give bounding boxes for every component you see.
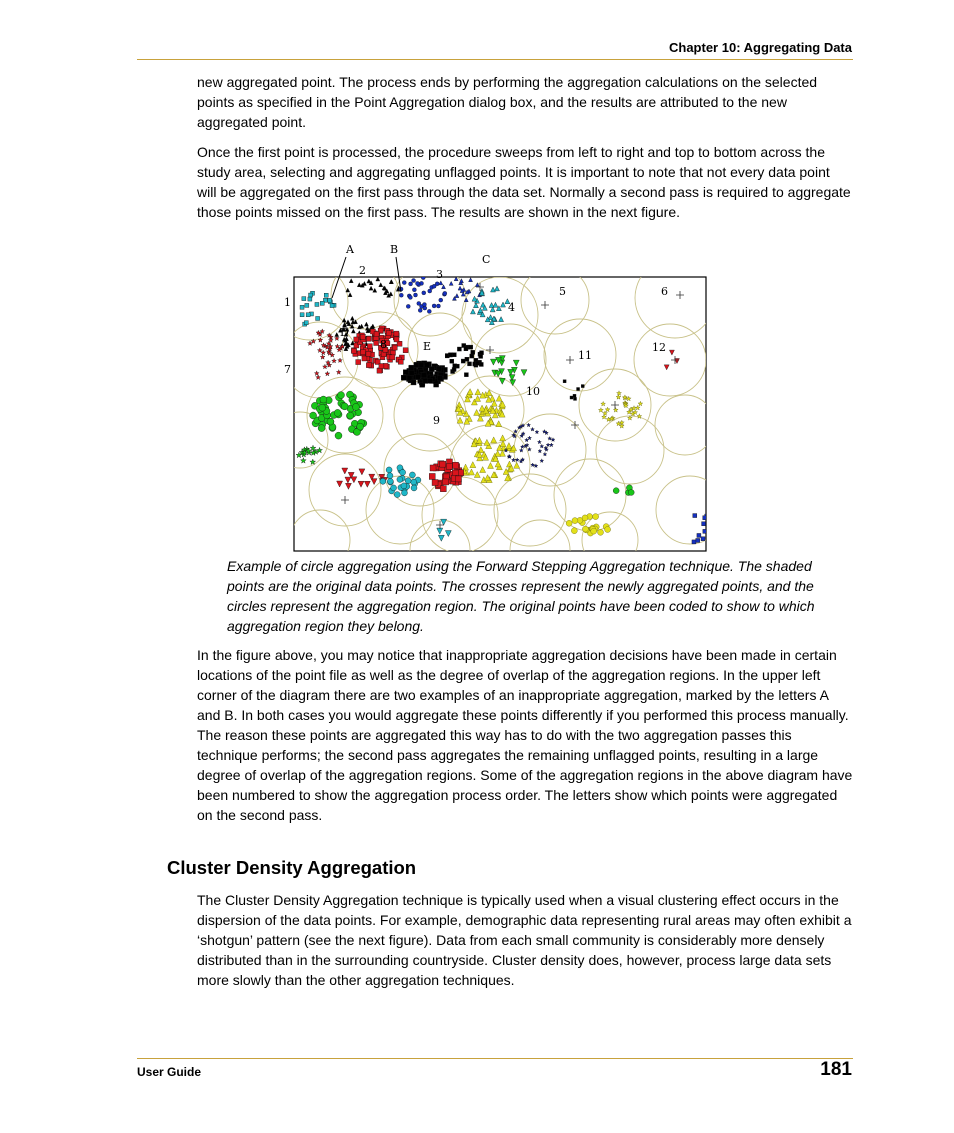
header-divider	[137, 59, 853, 60]
data-point	[697, 533, 701, 537]
data-point	[309, 293, 313, 297]
data-point	[401, 375, 406, 380]
data-point	[413, 293, 417, 297]
data-point	[446, 463, 452, 469]
body-paragraph-3: In the figure above, you may notice that inappropriate aggregation decisions have been made in certain locations of the point file as well as the degree of overlap of the aggregation regions. In the upper left corner of the diagram there are two examples of an inappropriate aggregation, marked by the letters A and B. In both cases you would aggregate these points differently if you performed this process manually. The reason these points are aggregated this way has to do with the two aggregation passes this technique performs; the second pass aggregates the remaining unflagged points, resulting in a large degree of overlap of the aggregation regions. Some of the aggregation regions in the above diagram have been numbered to show the aggregation process order. The letters show which points were aggregated on the second pass.	[197, 647, 853, 823]
data-point	[422, 373, 427, 378]
data-point	[423, 378, 428, 383]
data-point	[428, 289, 432, 293]
data-point	[406, 304, 410, 308]
data-point	[566, 520, 572, 526]
data-point	[338, 392, 345, 399]
data-point	[581, 385, 584, 388]
data-point	[386, 467, 392, 473]
data-point	[415, 374, 420, 379]
data-point	[429, 367, 434, 372]
data-point	[418, 362, 423, 367]
data-point	[401, 490, 407, 496]
data-point	[409, 366, 414, 371]
data-point	[300, 305, 304, 309]
data-point	[380, 478, 386, 484]
data-point	[361, 350, 366, 355]
body-paragraph-1: new aggregated point. The process ends by performing the aggregation calculations on the selected points as specified in the Point Aggregation dialog box, and the results are attributed to the new aggregated point.	[197, 74, 818, 130]
data-point	[422, 303, 426, 307]
data-point	[409, 370, 414, 375]
data-point	[422, 291, 426, 295]
data-point	[480, 351, 484, 355]
body-paragraph-2: Once the first point is processed, the procedure sweeps from left to right and top to bottom across the study area, selecting and aggregating unflagged points. It is important to note that not every data point will be aggregated on the first pass through the data set. Normally a second pass is required to aggregate those points missed on the first pass. The results are shown in the next figure.	[197, 144, 851, 220]
data-point	[367, 344, 372, 349]
data-point	[352, 403, 359, 410]
data-point	[304, 321, 308, 325]
data-point	[300, 313, 304, 317]
data-point	[412, 288, 416, 292]
data-point	[563, 380, 566, 383]
data-point	[432, 480, 438, 486]
data-point	[457, 347, 461, 351]
aggregation-figure	[280, 240, 710, 555]
data-point	[392, 345, 397, 350]
region-number-2: 2	[359, 264, 366, 277]
data-point	[479, 362, 483, 366]
data-point	[401, 483, 407, 489]
data-point	[409, 282, 413, 286]
region-number-1: 1	[284, 296, 291, 309]
data-point	[437, 376, 442, 381]
data-point	[316, 316, 320, 320]
data-point	[572, 518, 578, 524]
data-point	[701, 537, 705, 541]
letter-d: D	[340, 326, 349, 339]
page-number: 181	[820, 1059, 852, 1080]
data-point	[469, 345, 473, 349]
data-point	[453, 364, 457, 368]
data-point	[696, 538, 700, 542]
data-point	[432, 304, 436, 308]
data-point	[582, 526, 588, 532]
data-point	[324, 293, 328, 297]
data-point	[468, 362, 472, 366]
data-point	[470, 354, 474, 358]
data-point	[351, 348, 356, 353]
data-point	[582, 515, 588, 521]
data-point	[605, 526, 611, 532]
data-point	[318, 425, 325, 432]
data-point	[402, 281, 406, 285]
data-point	[598, 529, 604, 535]
region-number-4: 4	[508, 301, 515, 314]
data-point	[379, 364, 384, 369]
data-point	[573, 394, 576, 397]
data-point	[591, 528, 597, 534]
data-point	[399, 293, 403, 297]
data-point	[398, 359, 403, 364]
data-point	[453, 462, 459, 468]
region-number-12: 12	[652, 341, 666, 354]
data-point	[411, 380, 416, 385]
data-point	[374, 341, 379, 346]
section-heading: Cluster Density Aggregation	[167, 857, 417, 878]
data-point	[411, 479, 417, 485]
data-point	[412, 279, 416, 283]
data-point	[310, 412, 317, 419]
data-point	[452, 470, 458, 476]
data-point	[471, 350, 475, 354]
data-point	[362, 356, 367, 361]
data-point	[356, 360, 361, 365]
data-point	[387, 478, 393, 484]
data-point	[464, 347, 468, 351]
letter-b: B	[390, 243, 399, 256]
data-point	[397, 476, 403, 482]
region-number-6: 6	[661, 285, 668, 298]
data-point	[305, 303, 309, 307]
body-paragraph-4: The Cluster Density Aggregation technique is typically used when a visual clustering effect occurs in the dispersion of the data points. For example, demographic data representing rural areas may often exhibit a ‘shotgun’ pattern (see the next figure). Data from each small community is considerably more densely distributed than in the surrounding countryside. Cluster density does, however, process large data sets more slowly than the other aggregation techniques.	[197, 892, 852, 988]
data-point	[403, 348, 408, 353]
data-point	[476, 361, 480, 365]
data-point	[394, 331, 399, 336]
data-point	[330, 304, 334, 308]
data-point	[430, 465, 436, 471]
data-point	[465, 357, 469, 361]
data-point	[443, 479, 449, 485]
data-point	[574, 397, 577, 400]
data-point	[593, 514, 599, 520]
data-point	[335, 432, 342, 439]
region-number-11: 11	[578, 349, 592, 362]
region-number-9: 9	[433, 414, 440, 427]
figure-caption: Example of circle aggregation using the Forward Stepping Aggregation technique. The shaded points are the original data points. The crosses represent the newly aggregated points, and the circles represent the aggregation region. The original points have been coded to show to which aggregation region they belong.	[227, 558, 815, 634]
data-point	[334, 409, 341, 416]
data-point	[440, 461, 446, 467]
data-point	[306, 313, 310, 317]
data-point	[449, 353, 453, 357]
data-point	[455, 476, 461, 482]
data-point	[394, 337, 399, 342]
data-point	[391, 485, 397, 491]
data-point	[414, 362, 419, 367]
data-point	[354, 337, 359, 342]
data-point	[328, 298, 332, 302]
data-point	[628, 489, 634, 495]
data-point	[315, 302, 319, 306]
data-point	[357, 423, 364, 430]
data-point	[692, 540, 696, 544]
data-point	[427, 309, 431, 313]
data-point	[408, 295, 412, 299]
footer-label: User Guide	[137, 1065, 202, 1079]
data-point	[452, 353, 456, 357]
chapter-header: Chapter 10: Aggregating Data	[669, 40, 852, 55]
data-point	[405, 478, 411, 484]
data-point	[479, 354, 483, 358]
data-point	[411, 485, 417, 491]
data-point	[443, 291, 447, 295]
data-point	[390, 355, 395, 360]
data-point	[308, 297, 312, 301]
data-point	[320, 301, 324, 305]
data-point	[702, 522, 706, 526]
data-point	[461, 359, 465, 363]
data-point	[613, 488, 619, 494]
data-point	[387, 473, 393, 479]
data-point	[409, 472, 415, 478]
data-point	[421, 276, 425, 280]
data-point	[302, 297, 306, 301]
data-point	[377, 368, 382, 373]
data-point	[347, 412, 354, 419]
region-number-10: 10	[526, 385, 540, 398]
data-point	[570, 396, 573, 399]
footer-divider	[137, 1058, 853, 1059]
data-point	[439, 298, 443, 302]
data-point	[577, 388, 580, 391]
data-point	[436, 304, 440, 308]
data-point	[394, 492, 400, 498]
region-number-7: 7	[284, 363, 291, 376]
data-point	[400, 469, 406, 475]
data-point	[407, 375, 412, 380]
data-point	[429, 473, 435, 479]
data-point	[320, 396, 327, 403]
region-number-5: 5	[559, 285, 566, 298]
data-point	[707, 542, 710, 546]
data-point	[366, 363, 371, 368]
data-point	[360, 334, 365, 339]
data-point	[427, 378, 432, 383]
letter-e: E	[423, 340, 432, 353]
data-point	[386, 331, 391, 336]
data-point	[464, 373, 468, 377]
data-point	[432, 284, 436, 288]
data-point	[693, 514, 697, 518]
data-point	[571, 528, 577, 534]
region-number-8: 8	[380, 338, 387, 351]
data-point	[366, 351, 371, 356]
data-point	[450, 359, 454, 363]
data-point	[415, 281, 419, 285]
data-point	[403, 370, 408, 375]
data-point	[341, 403, 348, 410]
data-point	[709, 518, 710, 522]
data-point	[436, 366, 441, 371]
letter-a: A	[346, 243, 354, 256]
region-number-3: 3	[436, 268, 443, 281]
data-point	[319, 404, 326, 411]
data-point	[374, 331, 379, 336]
data-point	[418, 308, 422, 312]
data-point	[327, 418, 334, 425]
data-point	[440, 486, 446, 492]
letter-c: C	[482, 253, 491, 266]
